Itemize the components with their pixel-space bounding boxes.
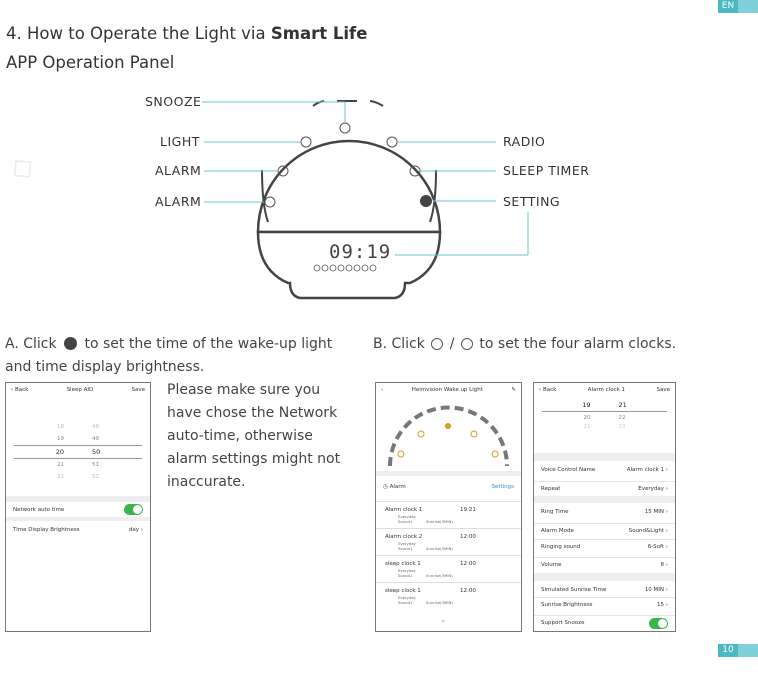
- callout-alarm-1: ALARM: [155, 163, 202, 178]
- back-button[interactable]: ‹ Back: [11, 386, 29, 393]
- page-number-badge: [718, 644, 758, 657]
- setting-value: 6-Soft: [647, 544, 665, 550]
- setting-value: 10 MIN: [644, 586, 665, 593]
- section-a-line1: [5, 333, 332, 356]
- alarm-repeat: Everyday: [398, 514, 416, 519]
- alarm-row[interactable]: [376, 555, 521, 582]
- alarm-time: 12:00: [460, 588, 476, 594]
- picker-minute-selected: 21: [618, 401, 627, 409]
- alarm-header-row: [376, 479, 521, 494]
- setting-value: 8: [660, 562, 665, 568]
- ringing-sound-row[interactable]: Ringing sound 6-Soft ›: [534, 539, 675, 554]
- picker-minute: 51: [92, 462, 99, 468]
- alarm-sunrise: Sunrise(3MIN): [426, 519, 453, 524]
- setting-icon: [420, 195, 432, 207]
- chevron-down-icon[interactable]: ⌄: [440, 615, 447, 624]
- alarm-name: Alarm clock 1: [385, 507, 423, 513]
- picker-hour: 22: [57, 474, 64, 480]
- main-header: [376, 383, 521, 396]
- support-snooze-toggle[interactable]: [649, 618, 668, 629]
- back-button[interactable]: ‹ Back: [539, 386, 557, 393]
- setting-value: Everyday: [638, 486, 665, 492]
- section-subheading: APP Operation Panel: [6, 53, 175, 72]
- setting-label: Simulated Sunrise Time: [541, 586, 607, 593]
- alarm-detail-header: [534, 383, 675, 396]
- alarm-name: sleep clock 1: [385, 561, 421, 567]
- alarm-time: 12:00: [460, 534, 476, 540]
- alarm-sound: Sound1: [398, 573, 413, 578]
- note-line: Please make sure you: [167, 382, 321, 398]
- alarm-sound: Sound1: [398, 600, 413, 605]
- section-b-text: to set the four alarm clocks.: [479, 336, 677, 352]
- support-snooze-label: Support Snooze: [541, 620, 585, 626]
- volume-row[interactable]: Volume 8 ›: [534, 557, 675, 572]
- alarm-row[interactable]: [376, 582, 521, 609]
- alarm-time: 19:21: [460, 507, 476, 513]
- brightness-value: day: [128, 526, 140, 533]
- wake-up-light-screen: [375, 382, 522, 632]
- alarm-name: Alarm clock 2: [385, 534, 423, 540]
- callout-snooze: SNOOZE: [145, 94, 202, 109]
- setting-value: 15 MIN: [644, 508, 665, 515]
- alarm-row[interactable]: [376, 501, 521, 528]
- picker-minute: 49: [92, 436, 99, 442]
- back-label: Back: [14, 386, 29, 393]
- setting-label: Ring Time: [541, 508, 569, 515]
- callout-light: LIGHT: [160, 134, 200, 149]
- callout-setting: SETTING: [503, 194, 561, 209]
- picker-minute: 23: [618, 424, 626, 430]
- callout-alarm-2: ALARM: [155, 194, 202, 209]
- page-number: 10: [718, 644, 738, 657]
- network-note: [167, 379, 340, 494]
- alarm-label: Alarm: [389, 483, 406, 490]
- language-code: EN: [718, 0, 738, 13]
- brightness-label: Time Display Brightness: [13, 526, 80, 533]
- note-line: alarm settings might not: [167, 451, 341, 467]
- network-auto-time-toggle[interactable]: [124, 504, 143, 515]
- picker-hour: 20: [583, 414, 591, 421]
- callout-sleep-timer: SLEEP TIMER: [503, 163, 590, 178]
- picker-hour: 21: [583, 424, 591, 430]
- device-diagram: [0, 0, 758, 320]
- network-auto-time-label: Network auto time: [13, 506, 65, 513]
- clock-display: 09:19: [329, 241, 392, 263]
- alarm-clock-detail-screen: [533, 382, 676, 632]
- alarm-repeat: Everyday: [398, 568, 416, 573]
- picker-hour: 21: [57, 462, 64, 468]
- alarm-name: sleep clock 1: [385, 588, 421, 594]
- sunrise-time-row[interactable]: Simulated Sunrise Time 10 MIN ›: [541, 586, 668, 593]
- picker-hour-selected: 19: [582, 401, 591, 409]
- section-a-text: to set the time of the wake-up light: [84, 336, 333, 352]
- sleep-aid-header: [6, 383, 150, 396]
- ring-time-row[interactable]: Ring Time 15 MIN ›: [541, 508, 668, 515]
- network-auto-time-row: [6, 502, 150, 517]
- section-b-prefix: B. Click: [373, 336, 425, 352]
- sunrise-brightness-row[interactable]: Sunrise Brightness 15 ›: [534, 597, 675, 612]
- back-label: Back: [542, 386, 557, 393]
- alarm-repeat: Everyday: [398, 595, 416, 600]
- setting-value: 15: [657, 602, 665, 608]
- picker-hour: 18: [57, 424, 64, 430]
- voice-control-row[interactable]: Voice Control Name Alarm clock 1 ›: [541, 466, 668, 473]
- section-b-line: [373, 333, 676, 356]
- screen-title: Alarm clock 1: [587, 386, 626, 393]
- snooze-icon: [340, 123, 350, 133]
- alarm-sound: Sound1: [398, 546, 413, 551]
- setting-icon: [64, 337, 77, 350]
- alarm-time: 12:00: [460, 561, 476, 567]
- alarm-sound: Sound1: [398, 519, 413, 524]
- note-line: inaccurate.: [167, 474, 246, 490]
- watermark: ◇: [1, 146, 42, 189]
- screen-title: Heimvision Wake up Light: [411, 386, 483, 393]
- alarm-row[interactable]: [376, 528, 521, 555]
- repeat-row[interactable]: Repeat Everyday ›: [534, 481, 675, 496]
- save-button[interactable]: Save: [656, 386, 670, 393]
- radio-icon: [387, 137, 397, 147]
- note-line: auto-time, otherwise: [167, 428, 313, 444]
- edit-icon[interactable]: ✎: [511, 386, 516, 393]
- setting-label: Volume: [541, 562, 562, 568]
- setting-label: Alarm Mode: [541, 528, 574, 534]
- callout-radio: RADIO: [503, 134, 546, 149]
- setting-value: Sound&Light: [628, 528, 665, 534]
- time-picker[interactable]: [534, 399, 675, 431]
- picker-hour-selected: 20: [55, 448, 64, 456]
- alarm-mode-row[interactable]: Alarm Mode Sound&Light ›: [534, 523, 675, 538]
- alarm-section-label: ◷ Alarm: [383, 483, 406, 490]
- back-button[interactable]: ‹: [381, 386, 384, 393]
- alarm-clock-icon: [431, 338, 443, 350]
- alarm-sunrise: Sunrise(3MIN): [426, 546, 453, 551]
- picker-minute: 22: [618, 414, 626, 421]
- picker-minute: 48: [92, 424, 99, 430]
- time-picker[interactable]: [6, 421, 150, 483]
- picker-minute-selected: 50: [92, 448, 101, 456]
- setting-label: Voice Control Name: [541, 466, 596, 473]
- support-snooze-row: [534, 615, 675, 630]
- setting-label: Repeat: [541, 486, 561, 492]
- note-line: have chose the Network: [167, 405, 338, 421]
- brightness-row[interactable]: Time Display Brightness day ›: [13, 526, 143, 533]
- picker-minute: 52: [92, 474, 99, 480]
- section-a-prefix: A. Click: [5, 336, 57, 352]
- section-a-line2: and time display brightness.: [5, 359, 205, 375]
- picker-hour: 19: [57, 436, 64, 442]
- alarm-clock-2-icon: [461, 338, 473, 350]
- heading-text: 4. How to Operate the Light via: [6, 24, 271, 43]
- alarm-sunrise: Sunrise(3MIN): [426, 573, 453, 578]
- device-dome: [258, 141, 440, 232]
- heading-app-name: Smart Life: [270, 24, 368, 43]
- device-arc-preview: [376, 396, 521, 471]
- alarm-sunrise: Sunrise(3MIN): [426, 600, 453, 605]
- sleep-aid-screen: [5, 382, 151, 632]
- settings-link[interactable]: Settings: [491, 483, 514, 490]
- setting-value: Alarm clock 1: [626, 466, 665, 473]
- setting-label: Sunrise Brightness: [541, 602, 593, 608]
- alarm-repeat: Everyday: [398, 541, 416, 546]
- section-b-separator: /: [449, 336, 455, 352]
- light-icon: [301, 137, 311, 147]
- save-button[interactable]: Save: [131, 386, 145, 393]
- setting-label: Ringing sound: [541, 544, 581, 550]
- screen-title: Sleep AID: [66, 386, 94, 393]
